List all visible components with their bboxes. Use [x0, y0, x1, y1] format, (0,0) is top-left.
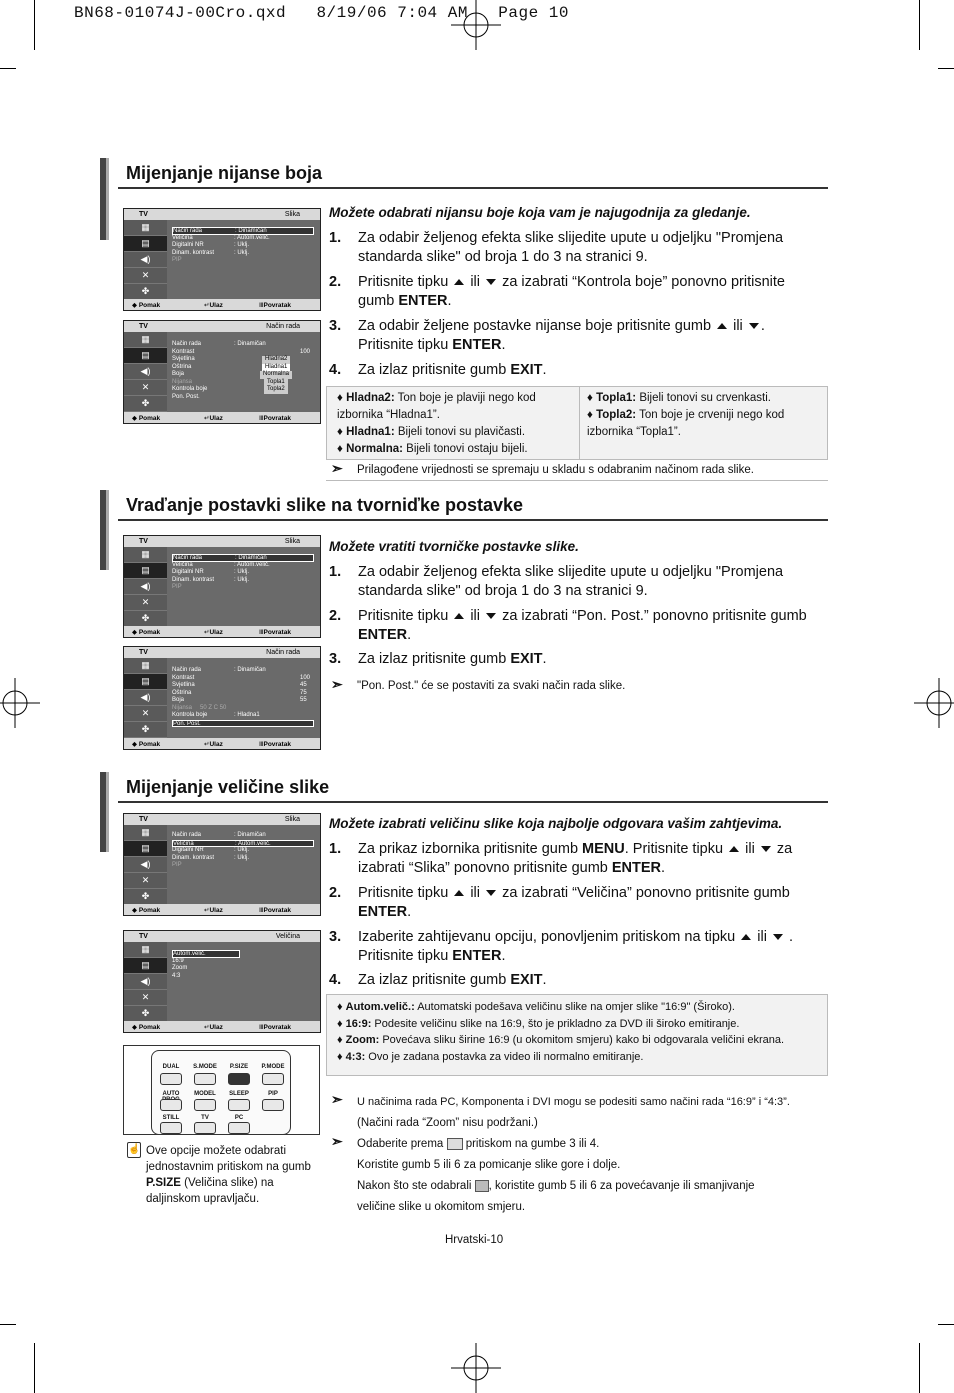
up-arrow-icon: [741, 934, 751, 940]
step: 1. Za odabir željenog efekta slike slijedite upute u odjeljku "Promjena standarda slike" od broja 1 do 3 na stranici 9.: [329, 230, 784, 265]
sound-icon: ◀): [124, 690, 167, 706]
picture-icon: ▤: [124, 348, 167, 364]
tv-osd-screen: TV Slika ▦ ▤ ◀) ✕ ✤ Način rada : Dinamičan Veličina : Autom.velič. Digitalni NR : Uklj. Dinam. kontrast : Uklj. PIP ◆ Pomak ↵Ulaz ⅢPovratak: [123, 535, 321, 638]
up-arrow-icon: [454, 890, 464, 896]
channel-icon: ✕: [124, 990, 167, 1006]
setup-icon: ✤: [124, 284, 167, 300]
remote-control-illustration: DUAL S.MODE P.SIZE P.MODE AUTO MODEL SLEEP PIP STILL TV PC: [123, 1045, 320, 1135]
crop-mark: [34, 1343, 35, 1393]
channel-icon: ✕: [124, 706, 167, 722]
tv-osd-screen: TV Slika ▦ ▤ ◀) ✕ ✤ Način rada : Dinamičan Veličina : Autom.velič. Digitalni NR : Uklj. Dinam. kontrast : Uklj. PIP ◆ Pomak ↵Ulaz ⅢPovratak: [123, 813, 321, 916]
down-arrow-icon: [486, 613, 496, 619]
tv-osd-screen: TV Način rada ▦ ▤ ◀) ✕ ✤ Način rada : Dinamičan Kontrast 100 Svjetlina Hladna2 Oštrina Hladna1 Boja Normalna Nijansa Topla1 Kontrola boje Topla2 Pon. Post. ◆ Pomak ↵Ulaz ⅢPovratak: [123, 320, 321, 424]
crop-mark: [0, 68, 16, 69]
down-arrow-icon: [749, 323, 759, 329]
step: 3. Za izlaz pritisnite gumb EXIT.: [329, 651, 547, 667]
input-icon: ▦: [124, 942, 167, 958]
tv-osd-screen: TV Veličina ▦ ▤ ◀) ✕ ✤ Autom.velič. 16:9 Zoom 4:3 ◆ Pomak ↵Ulaz ⅢPovratak: [123, 930, 321, 1033]
note-icon: ➣: [331, 1091, 343, 1107]
picture-icon: ▤: [124, 563, 167, 579]
crop-mark: [0, 1324, 16, 1325]
sound-icon: ◀): [124, 857, 167, 873]
up-arrow-icon: [729, 846, 739, 852]
note: veličine slike u okomitom smjeru.: [357, 1201, 526, 1213]
setup-icon: ✤: [124, 722, 167, 738]
registration-mark-icon: [914, 678, 954, 728]
info-box: ♦ Hladna2: Ton boje je plaviji nego kod izbornika “Hladna1”. ♦ Hladna1: Bijeli tonovi su plavičasti. ♦ Normalna: Bijeli tonovi ostaju bijeli. ♦ Topla1: Bijeli tonovi su crvenkasti. ♦ Topla2: Ton boje je crveniji nego kod izbornika “Topla1”.: [326, 386, 828, 460]
section-bar: [100, 490, 109, 570]
step: 4. Za izlaz pritisnite gumb EXIT.: [329, 362, 547, 378]
input-icon: ▦: [124, 220, 167, 236]
sound-icon: ◀): [124, 252, 167, 268]
remote-tip-icon: ☝: [127, 1142, 141, 1158]
section-title: Mijenjanje nijanse boja: [126, 163, 323, 183]
note: "Pon. Post." će se postaviti za svaki način rada slike.: [357, 680, 626, 692]
picture-icon: ▤: [124, 674, 167, 690]
up-arrow-icon: [717, 323, 727, 329]
step: 1. Za prikaz izbornika pritisnite gumb MENU. Pritisnite tipku ili za izabrati “Slika” ponovno pritisnite gumb ENTER.: [329, 841, 793, 876]
sound-icon: ◀): [124, 974, 167, 990]
registration-mark-icon: [451, 0, 501, 50]
section-rule: [118, 519, 828, 521]
up-arrow-icon: [454, 613, 464, 619]
down-arrow-icon: [486, 890, 496, 896]
picture-icon: ▤: [124, 236, 167, 252]
crop-mark: [938, 1324, 954, 1325]
print-header: BN68-01074J-00Cro.qxd 8/19/06 7:04 AM Page 10: [74, 4, 569, 22]
section-intro: Možete izabrati veličinu slike koja najbolje odgovara vašim zahtjevima.: [329, 816, 783, 831]
up-arrow-icon: [454, 279, 464, 285]
note-icon: ➣: [331, 1133, 343, 1149]
step: 1. Za odabir željenog efekta slike slijedite upute u odjeljku "Promjena standarda slike" od broja 1 do 3 na stranici 9.: [329, 564, 784, 599]
note: Koristite gumb 5 ili 6 za pomicanje slike gore i dolje.: [357, 1159, 621, 1171]
sound-icon: ◀): [124, 579, 167, 595]
section-title: Vraďanje postavki slike na tvorniďke postavke: [126, 495, 524, 515]
section-intro: Možete odabrati nijansu boje koja vam je najugodnija za gledanje.: [329, 205, 751, 220]
section-bar: [100, 158, 109, 240]
picture-icon: ▤: [124, 841, 167, 857]
setup-icon: ✤: [124, 1006, 167, 1022]
input-icon: ▦: [124, 547, 167, 563]
step: 3. Izaberite zahtijevanu opciju, ponovljenim pritiskom na tipku ili . Pritisnite tipku ENTER.: [329, 929, 794, 964]
input-icon: ▦: [124, 332, 167, 348]
step: 4. Za izlaz pritisnite gumb EXIT.: [329, 972, 547, 988]
crop-mark: [919, 1343, 920, 1393]
note-icon: ➣: [331, 460, 343, 476]
info-box: ♦ Autom.velič.: Automatski podešava veličinu slike na omjer slike "16:9" (Široko). ♦ 16:9: Podesite veličinu slike na 16:9, što je prikladno za DVD ili široko emitiranje. ♦ Zoom: Povećava sliku širine 16:9 (u okomitom smjeru) kako bi odgovarala veličini ekrana. ♦ 4:3: Ovo je zadana postavka za video ili normalno emitiranje.: [326, 994, 828, 1076]
input-icon: ▦: [124, 658, 167, 674]
step: 2. Pritisnite tipku ili za izabrati “Veličina” ponovno pritisnite gumb ENTER.: [329, 885, 790, 920]
section-intro: Možete vratiti tvorničke postavke slike.: [329, 539, 579, 554]
note: (Načini rada “Zoom” nisu podržani.): [357, 1117, 538, 1129]
crop-mark: [34, 0, 35, 50]
down-arrow-icon: [773, 934, 783, 940]
channel-icon: ✕: [124, 268, 167, 284]
note: Nakon što ste odabrali , koristite gumb 5 ili 6 za povećavanje ili smanjivanje: [357, 1180, 755, 1192]
tv-osd-screen: TV Slika ▦ ▤ ◀) ✕ ✤ Način rada : Dinamičan Veličina : Autom.velič. Digitalni NR : Uklj. Dinam. kontrast : Uklj. PIP ◆ Pomak ↵Ulaz ⅢPovratak: [123, 208, 321, 311]
setup-icon: ✤: [124, 611, 167, 627]
section-rule: [118, 801, 828, 803]
crop-mark: [919, 0, 920, 50]
note: U načinima rada PC, Komponenta i DVI mogu se podesiti samo načini rada “16:9” i “4:3”.: [357, 1096, 790, 1108]
note: Prilagođene vrijednosti se spremaju u skladu s odabranim načinom rada slike.: [357, 464, 754, 476]
page-footer: Hrvatski-10: [445, 1234, 504, 1246]
registration-mark-icon: [451, 1343, 501, 1393]
section-rule: [118, 187, 828, 189]
note: Odaberite prema pritiskom na gumbe 3 ili 4.: [357, 1138, 600, 1150]
remote-tip: Ove opcije možete odabrati jednostavnim pritiskom na gumb P.SIZE (Veličina slike) na daljinskom upravljaču.: [146, 1145, 311, 1205]
section-title: Mijenjanje veličine slike: [126, 777, 330, 797]
tv-osd-screen: TV Način rada ▦ ▤ ◀) ✕ ✤ Način rada : Dinamičan Kontrast 100 Svjetlina 45 Oštrina 75 Boja 55 Nijansa 50 Z C 50 Kontrola boje : Hladna1 Pon. Post. ◆ Pomak ↵Ulaz ⅢPovratak: [123, 646, 321, 750]
setup-icon: ✤: [124, 889, 167, 905]
picture-icon: ▤: [124, 958, 167, 974]
section-bar: [100, 772, 109, 852]
registration-mark-icon: [0, 678, 40, 728]
down-arrow-icon: [761, 846, 771, 852]
channel-icon: ✕: [124, 873, 167, 889]
step: 2. Pritisnite tipku ili za izabrati “Kontrola boje” ponovno pritisnite gumb ENTER.: [329, 274, 785, 309]
channel-icon: ✕: [124, 595, 167, 611]
sound-icon: ◀): [124, 364, 167, 380]
step: 2. Pritisnite tipku ili za izabrati “Pon. Post.” ponovno pritisnite gumb ENTER.: [329, 608, 807, 643]
zoom-icon: [475, 1180, 489, 1192]
down-arrow-icon: [486, 279, 496, 285]
menu-icon: [447, 1138, 463, 1150]
channel-icon: ✕: [124, 380, 167, 396]
crop-mark: [938, 68, 954, 69]
input-icon: ▦: [124, 825, 167, 841]
note-icon: ➣: [331, 676, 343, 692]
step: 3. Za odabir željene postavke nijanse boje pritisnite gumb ili . Pritisnite tipku ENTER.: [329, 318, 765, 353]
setup-icon: ✤: [124, 396, 167, 412]
